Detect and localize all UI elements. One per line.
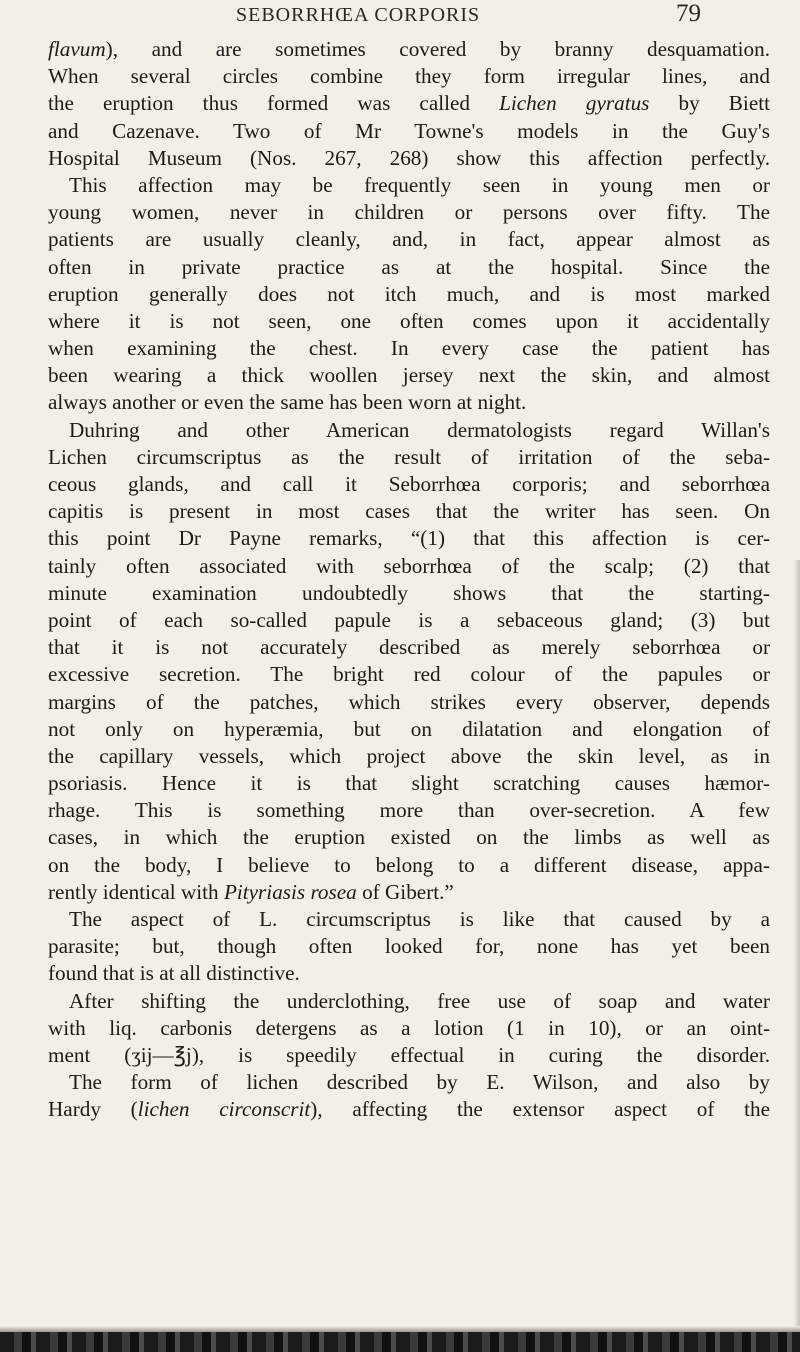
text-line: After shifting the underclothing, free use of soap and water [69, 988, 770, 1013]
text-line: margins of the patches, which strikes every observer, depends [48, 689, 770, 714]
text-line: patients are usually cleanly, and, in fact, appear almost as [48, 227, 770, 252]
text-line: the capillary vessels, which project above the skin level, as in [48, 743, 770, 768]
text-line: and Cazenave. Two of Mr Towne's models in the Guy's [48, 118, 770, 143]
scan-bottom-edge [0, 1332, 800, 1352]
text-line: psoriasis. Hence it is that slight scratching causes hæmor- [48, 771, 770, 796]
text-line: parasite; but, though often looked for, none has yet been [48, 934, 770, 959]
text-line: This affection may be frequently seen in young men or [69, 172, 770, 197]
text-line: When several circles combine they form irregular lines, and [48, 64, 770, 89]
text-line: excessive secretion. The bright red colour of the papules or [48, 662, 770, 687]
italic-term: Lichen gyratus [499, 91, 650, 116]
text-line: this point Dr Payne remarks, “(1) that this affection is cer- [48, 526, 770, 551]
italic-term: Pityriasis rosea [223, 879, 357, 904]
text-line: the eruption thus formed was called Lichen gyratus by Biett [48, 91, 770, 116]
text-line: on the body, I believe to belong to a different disease, appa- [48, 852, 770, 877]
text-line: been wearing a thick woollen jersey next the skin, and almost [48, 363, 770, 388]
text-line: cases, in which the eruption existed on the limbs as well as [48, 825, 770, 850]
text-line: minute examination undoubtedly shows that the starting- [48, 580, 770, 605]
text-line: flavum), and are sometimes covered by branny desquamation. [48, 37, 770, 61]
text-line: capitis is present in most cases that the writer has seen. On [48, 499, 770, 524]
text-line: when examining the chest. In every case the patient has [48, 336, 770, 361]
body-text [48, 36, 770, 1124]
page-edge-shadow [794, 560, 800, 1330]
text-line: Lichen circumscriptus as the result of irritation of the seba- [48, 444, 770, 469]
text-line: where it is not seen, one often comes upon it accidentally [48, 308, 770, 333]
italic-term: lichen circonscrit [137, 1097, 311, 1122]
text-line: rhage. This is something more than over-secretion. A few [48, 798, 770, 823]
text-line: Duhring and other American dermatologists regard Willan's [69, 417, 770, 442]
text-line: The aspect of L. circumscriptus is like that caused by a [69, 907, 770, 931]
text-line: always another or even the same has been worn at night. [48, 390, 527, 415]
text-line: ceous glands, and call it Seborrhœa corporis; and seborrhœa [48, 472, 770, 496]
text-line: Hospital Museum (Nos. 267, 268) show this affection perfectly. [48, 145, 770, 170]
page-number: 79 [676, 0, 701, 27]
text-line: ment (ʒij—℥j), is speedily effectual in curing the disorder. [48, 1042, 770, 1067]
text-line: point of each so-called papule is a sebaceous gland; (3) but [48, 607, 770, 632]
text-line: with liq. carbonis detergens as a lotion (1 in 10), or an oint- [48, 1015, 770, 1040]
text-line: rently identical with Pityriasis rosea of Gibert.” [48, 879, 454, 904]
text-line: that it is not accurately described as merely seborrhœa or [48, 635, 770, 660]
text-line: found that is at all distinctive. [48, 961, 300, 986]
text-line: The form of lichen described by E. Wilson, and also by [69, 1070, 770, 1095]
running-head [0, 0, 800, 34]
running-title: SEBORRHŒA CORPORIS [236, 4, 481, 26]
text-line: tainly often associated with seborrhœa of the scalp; (2) that [48, 553, 770, 578]
text-line: not only on hyperæmia, but on dilatation and elongation of [48, 716, 770, 741]
text-line: eruption generally does not itch much, and is most marked [48, 281, 770, 306]
text-line: Hardy (lichen circonscrit), affecting the extensor aspect of the [48, 1097, 770, 1122]
italic-term: flavum [48, 37, 106, 61]
text-line: often in private practice as at the hospital. Since the [48, 254, 770, 279]
text-line: young women, never in children or persons over fifty. The [48, 200, 770, 225]
